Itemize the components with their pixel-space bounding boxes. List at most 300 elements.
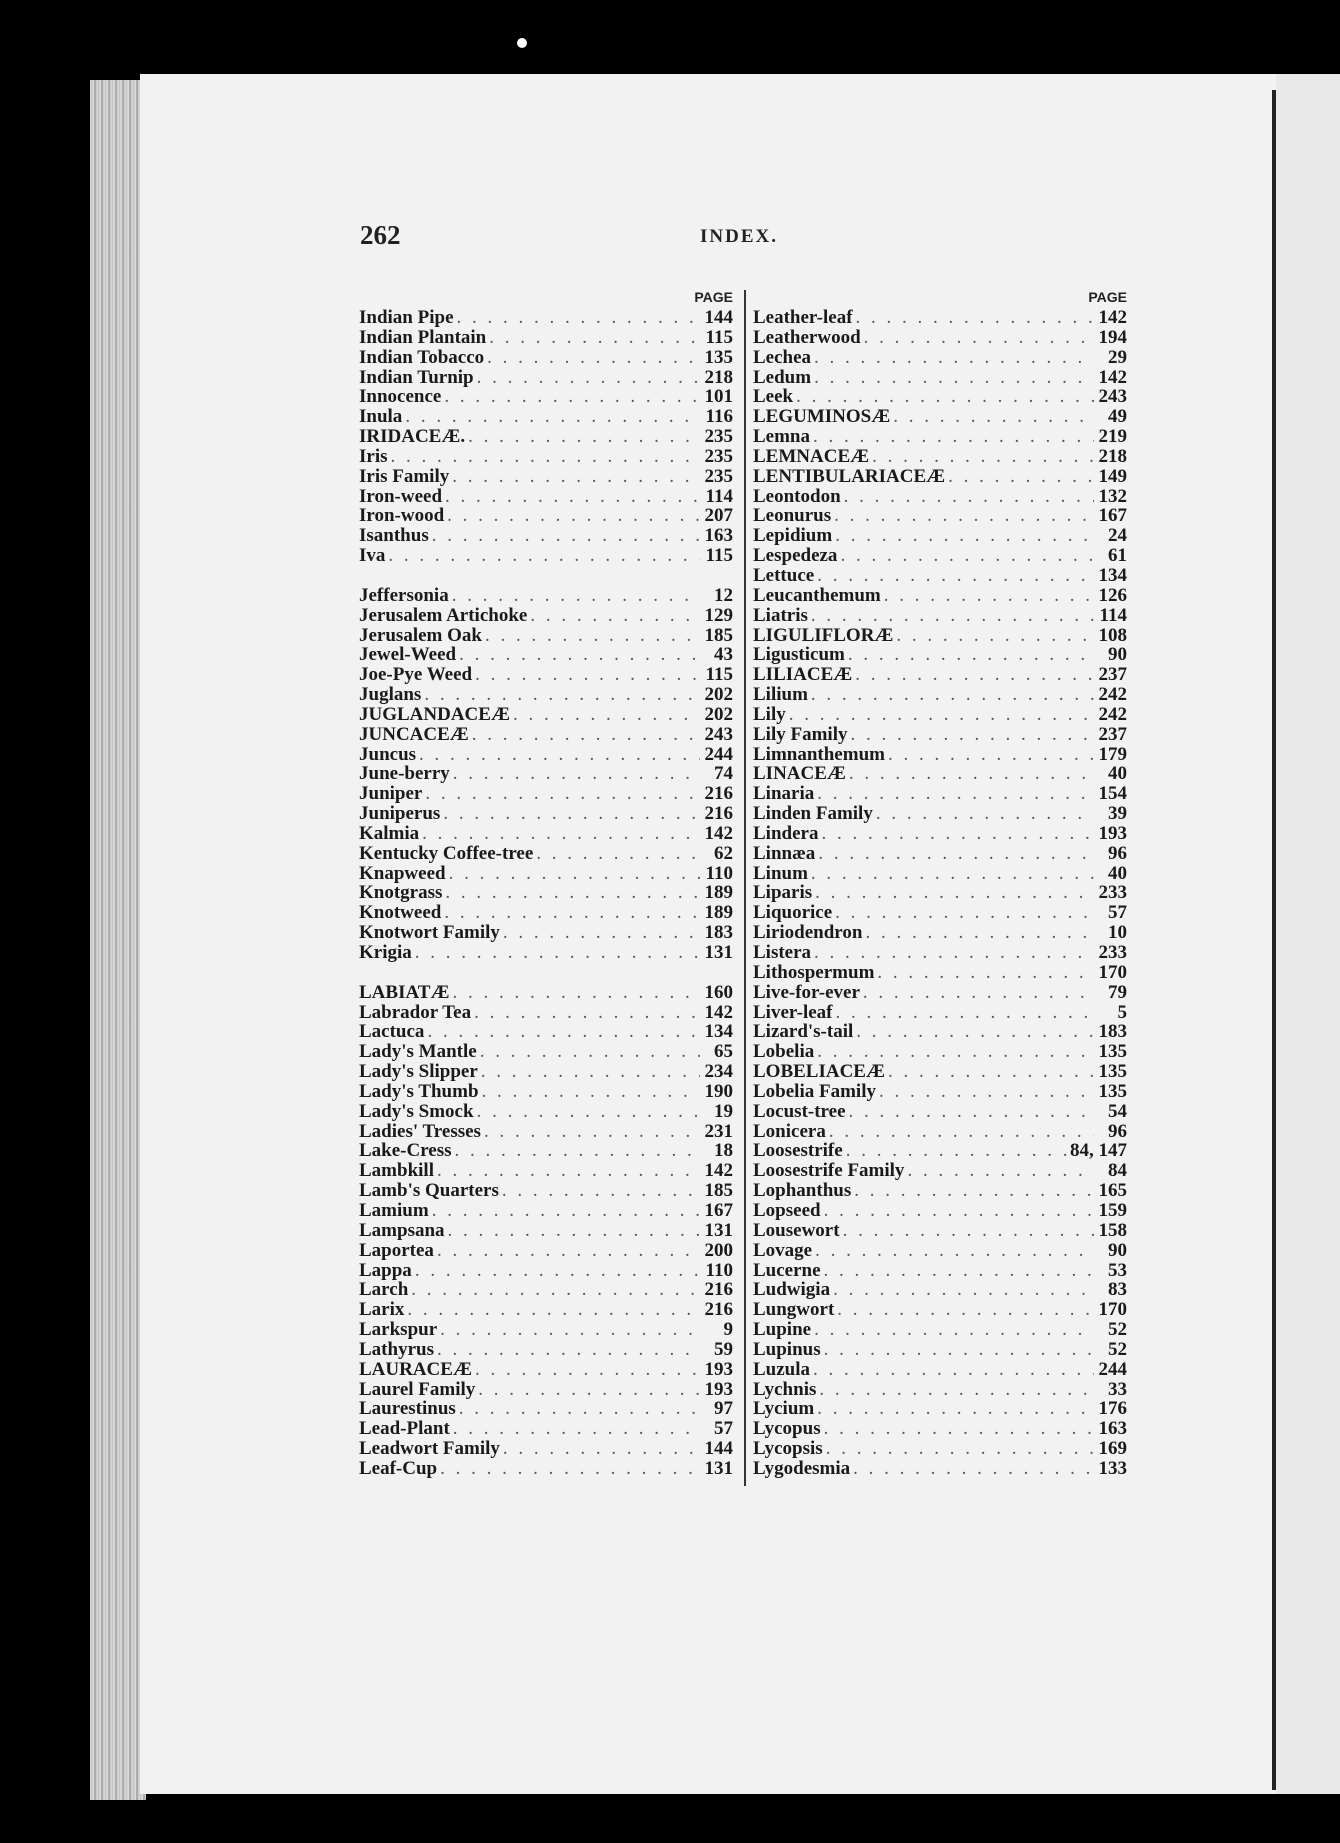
index-entry [753, 745, 1127, 765]
entry-page-number: 193 [704, 1378, 733, 1400]
entry-page-number: 33 [1108, 1378, 1127, 1400]
entry-term: Lady's Thumb [359, 1080, 479, 1102]
entry-term: Kentucky Coffee-tree [359, 842, 534, 864]
entry-page-number: 134 [704, 1021, 733, 1043]
entry-term: Liatris [753, 604, 808, 626]
entry-term: Lonicera [753, 1120, 826, 1142]
index-entry [359, 784, 733, 804]
dot-leader [485, 626, 700, 646]
dot-leader [907, 1161, 1094, 1181]
entry-term: Leather-leaf [753, 307, 853, 328]
dot-leader [440, 1320, 700, 1340]
index-entries-left [359, 308, 733, 1479]
entry-page-number: 135 [1098, 1061, 1127, 1083]
entry-term: Lousewort [753, 1219, 840, 1241]
dot-leader [444, 387, 700, 407]
entry-page-number: 90 [1108, 644, 1127, 666]
entry-page-number: 202 [704, 684, 733, 706]
index-entry [753, 844, 1127, 864]
index-entry [753, 1122, 1127, 1142]
entry-page-number: 115 [705, 545, 733, 567]
entry-term: Indian Plantain [359, 326, 487, 348]
dot-leader [888, 1062, 1094, 1082]
entry-term: Linum [753, 862, 808, 884]
index-entry [359, 1261, 733, 1281]
dot-leader [415, 943, 700, 963]
dot-leader [405, 407, 700, 427]
entry-term: Liquorice [753, 902, 833, 924]
dot-leader [447, 506, 700, 526]
entry-page-number: 160 [704, 981, 733, 1003]
entry-term: Larix [359, 1299, 405, 1321]
index-entry [753, 546, 1127, 566]
entry-page-number: 235 [704, 426, 733, 448]
entry-term: Locust-tree [753, 1100, 846, 1122]
index-entry [753, 1360, 1127, 1380]
dot-leader [856, 308, 1094, 328]
index-entry [359, 1340, 733, 1360]
entry-page-number: 57 [1108, 902, 1127, 924]
index-entry [359, 1042, 733, 1062]
entry-page-number: 193 [704, 1358, 733, 1380]
index-entry [359, 824, 733, 844]
entry-page-number: 129 [704, 604, 733, 626]
dot-leader [503, 923, 700, 943]
dot-leader [437, 1161, 700, 1181]
index-entry [359, 645, 733, 665]
entry-page-number: 9 [723, 1319, 733, 1341]
entry-page-number: 12 [714, 584, 733, 606]
entry-page-number: 237 [1098, 664, 1127, 686]
entry-page-number: 193 [1098, 822, 1127, 844]
entry-term: Jerusalem Artichoke [359, 604, 528, 626]
dot-leader [419, 745, 700, 765]
dot-leader [884, 586, 1094, 606]
dot-leader [449, 864, 700, 884]
column-header-page: PAGE [694, 289, 733, 305]
entry-page-number: 183 [704, 922, 733, 944]
entry-page-number: 170 [1098, 961, 1127, 983]
entry-page-number: 101 [704, 386, 733, 408]
index-entry [359, 407, 733, 427]
entry-page-number: 135 [1098, 1041, 1127, 1063]
entry-term: Lupinus [753, 1338, 821, 1360]
index-entry [753, 645, 1127, 665]
dot-leader [422, 824, 700, 844]
index-entry [753, 1320, 1127, 1340]
index-entry [753, 1419, 1127, 1439]
index-entry [359, 308, 733, 328]
entry-term: Lovage [753, 1239, 813, 1261]
index-entry [359, 705, 733, 725]
dot-leader [477, 1102, 700, 1122]
entry-page-number: 49 [1108, 406, 1127, 428]
entry-term: Indian Tobacco [359, 346, 485, 368]
index-entry [359, 328, 733, 348]
dot-leader [391, 447, 701, 467]
index-entry [753, 963, 1127, 983]
scan-border-bottom [0, 1800, 1340, 1843]
dot-leader [811, 606, 1094, 626]
entry-term: Knotwort Family [359, 922, 500, 944]
index-entry [753, 725, 1127, 745]
dot-leader [948, 467, 1094, 487]
entry-term: Lycopus [753, 1418, 821, 1440]
dot-leader [796, 387, 1094, 407]
entry-page-number: 114 [1099, 604, 1127, 626]
dot-leader [876, 804, 1094, 824]
entry-term: Lizard's-tail [753, 1021, 854, 1043]
dot-leader [477, 368, 700, 388]
entry-term: Lucerne [753, 1259, 821, 1281]
dot-leader [452, 586, 700, 606]
gutter-line [1272, 90, 1276, 1790]
index-entry [753, 685, 1127, 705]
index-entry [359, 1320, 733, 1340]
entry-term: Jewel-Weed [359, 644, 457, 666]
index-entry [753, 626, 1127, 646]
entry-page-number: 62 [714, 842, 733, 864]
entry-page-number: 142 [1098, 366, 1127, 388]
entry-page-number: 216 [704, 1279, 733, 1301]
entry-page-number: 218 [1098, 445, 1127, 467]
dot-leader [833, 1280, 1094, 1300]
entry-term: Knotgrass [359, 882, 443, 904]
entry-page-number: 24 [1108, 525, 1127, 547]
entry-term: Iris [359, 445, 388, 467]
index-entry [753, 407, 1127, 427]
index-entry [753, 903, 1127, 923]
dot-leader [815, 1241, 1094, 1261]
entry-page-number: 39 [1108, 803, 1127, 825]
index-entry [753, 368, 1127, 388]
index-entry [359, 1360, 733, 1380]
dot-leader [455, 1141, 700, 1161]
entry-term: Kalmia [359, 822, 420, 844]
index-entry [359, 1102, 733, 1122]
entry-term: Juniper [359, 783, 423, 805]
entry-term: Lycium [753, 1398, 815, 1420]
entry-page-number: 52 [1108, 1338, 1127, 1360]
entry-page-number: 144 [704, 307, 733, 328]
entry-page-number: 57 [714, 1418, 733, 1440]
index-entry [359, 546, 733, 566]
index-entry [753, 1280, 1127, 1300]
entry-page-number: 53 [1108, 1259, 1127, 1281]
entry-term: LOBELIACEÆ [753, 1061, 885, 1083]
index-entry [753, 1201, 1127, 1221]
index-entry [359, 348, 733, 368]
dot-leader [824, 1419, 1094, 1439]
entry-page-number: 207 [704, 505, 733, 527]
entry-term: LEMNACEÆ [753, 445, 870, 467]
index-entry [753, 1022, 1127, 1042]
index-entry [359, 447, 733, 467]
entry-term: Loosestrife [753, 1140, 843, 1162]
entry-page-number: 159 [1098, 1199, 1127, 1221]
index-entry [359, 1161, 733, 1181]
index-entry [753, 883, 1127, 903]
entry-page-number: 243 [704, 723, 733, 745]
entry-page-number: 96 [1108, 1120, 1127, 1142]
entry-term: Lamium [359, 1199, 429, 1221]
entry-term: Larkspur [359, 1319, 438, 1341]
index-entry [359, 1181, 733, 1201]
entry-term: Leatherwood [753, 326, 861, 348]
entry-term: Lactuca [359, 1021, 425, 1043]
entry-term: Lepidium [753, 525, 833, 547]
entry-term: Juglans [359, 684, 422, 706]
entry-term: Knapweed [359, 862, 446, 884]
dot-leader [475, 1360, 700, 1380]
entry-page-number: 59 [714, 1338, 733, 1360]
entry-page-number: 5 [1117, 1001, 1127, 1023]
entry-term: LABIATÆ [359, 981, 450, 1003]
dot-leader [848, 645, 1094, 665]
entry-page-number: 133 [1098, 1457, 1127, 1479]
index-entry [753, 586, 1127, 606]
entry-term: Lophanthus [753, 1180, 852, 1202]
index-entry [359, 1280, 733, 1300]
index-entry [359, 1141, 733, 1161]
dot-leader [475, 665, 700, 685]
entry-term: Lygodesmia [753, 1457, 851, 1479]
dot-leader [440, 1459, 700, 1479]
entry-page-number: 52 [1108, 1319, 1127, 1341]
dot-leader [813, 1360, 1094, 1380]
index-entry [753, 1380, 1127, 1400]
entry-page-number: 244 [1098, 1358, 1127, 1380]
index-entry [753, 764, 1127, 784]
dot-leader [843, 1221, 1094, 1241]
entry-term: Leontodon [753, 485, 841, 507]
entry-page-number: 135 [704, 346, 733, 368]
entry-page-number: 83 [1108, 1279, 1127, 1301]
dot-leader [844, 487, 1094, 507]
index-entry [359, 745, 733, 765]
entry-page-number: 142 [704, 1001, 733, 1023]
entry-page-number: 97 [714, 1398, 733, 1420]
index-entry [359, 665, 733, 685]
entry-page-number: 79 [1108, 981, 1127, 1003]
dot-leader [536, 844, 700, 864]
entry-page-number: 216 [704, 1299, 733, 1321]
dot-leader [888, 745, 1094, 765]
book-page [140, 74, 1340, 1794]
dot-leader [489, 328, 700, 348]
index-entry [753, 1141, 1127, 1161]
entry-term: Leucanthemum [753, 584, 881, 606]
entry-page-number: 218 [704, 366, 733, 388]
dot-leader [835, 526, 1094, 546]
entry-page-number: 242 [1098, 684, 1127, 706]
dot-leader [814, 943, 1094, 963]
index-entry [359, 1399, 733, 1419]
entry-term: Lady's Slipper [359, 1061, 478, 1083]
entry-term: Lady's Smock [359, 1100, 474, 1122]
index-column-left [359, 286, 733, 1479]
dot-leader [472, 725, 700, 745]
entry-page-number: 163 [1098, 1418, 1127, 1440]
entry-term: Leadwort Family [359, 1438, 500, 1460]
entry-term: Linden Family [753, 803, 873, 825]
index-entry [753, 1181, 1127, 1201]
index-entry [359, 487, 733, 507]
dot-leader [837, 1300, 1094, 1320]
index-entry [359, 506, 733, 526]
entry-term: Linaria [753, 783, 815, 805]
index-entry [359, 1439, 733, 1459]
entry-page-number: 149 [1098, 465, 1127, 487]
dot-leader [432, 526, 700, 546]
index-entry [359, 1201, 733, 1221]
entry-page-number: 142 [704, 1160, 733, 1182]
index-entry [359, 923, 733, 943]
index-entry [359, 1380, 733, 1400]
index-entry [753, 1459, 1127, 1479]
index-entry [753, 1042, 1127, 1062]
index-entry [359, 1062, 733, 1082]
entry-page-number: 185 [704, 1180, 733, 1202]
index-entry [753, 328, 1127, 348]
entry-term: Inula [359, 406, 403, 428]
index-entry [359, 1419, 733, 1439]
index-entry [753, 1340, 1127, 1360]
dot-leader [865, 923, 1094, 943]
dot-leader [432, 1201, 700, 1221]
dot-leader [480, 1042, 700, 1062]
entry-page-number: 243 [1098, 386, 1127, 408]
entry-term: Leaf-Cup [359, 1457, 438, 1479]
dot-leader [834, 506, 1094, 526]
dot-leader [849, 764, 1094, 784]
index-entry [359, 1122, 733, 1142]
dot-leader [457, 308, 700, 328]
entry-term: Luzula [753, 1358, 811, 1380]
entry-page-number: 170 [1098, 1299, 1127, 1321]
index-entry [359, 368, 733, 388]
entry-page-number: 84 [1108, 1160, 1127, 1182]
entry-term: Iris Family [359, 465, 450, 487]
entry-page-number: 131 [704, 1219, 733, 1241]
facing-page-edge [1276, 74, 1340, 1794]
dot-leader [826, 1439, 1094, 1459]
dot-leader [856, 1022, 1094, 1042]
dot-leader [829, 1122, 1094, 1142]
dot-leader [444, 903, 700, 923]
dot-leader [453, 1419, 700, 1439]
index-entry [753, 487, 1127, 507]
index-entry [359, 943, 733, 963]
entry-page-number: 131 [704, 1457, 733, 1479]
entry-term: Lobelia [753, 1041, 815, 1063]
entry-term: Larch [359, 1279, 409, 1301]
entry-term: Lopseed [753, 1199, 821, 1221]
index-entry [753, 1399, 1127, 1419]
entry-page-number: 142 [1098, 307, 1127, 328]
entry-term: IRIDACEÆ. [359, 426, 466, 448]
dot-leader [474, 1003, 700, 1023]
entry-page-number: 61 [1108, 545, 1127, 567]
dot-leader [811, 685, 1094, 705]
entry-term: Ledum [753, 366, 812, 388]
entry-page-number: 110 [705, 1259, 733, 1281]
dot-leader [484, 1122, 700, 1142]
dot-leader [452, 467, 700, 487]
entry-term: Jerusalem Oak [359, 624, 482, 646]
index-entry [359, 1459, 733, 1479]
running-head: INDEX. [700, 226, 778, 247]
dot-leader [824, 1340, 1094, 1360]
index-entry [359, 387, 733, 407]
index-entry [753, 665, 1127, 685]
dot-leader [411, 1280, 700, 1300]
dot-leader [503, 1439, 700, 1459]
entry-page-number: 132 [1098, 485, 1127, 507]
entry-page-number: 144 [704, 1438, 733, 1460]
entry-page-number: 158 [1098, 1219, 1127, 1241]
entry-page-number: 134 [1098, 564, 1127, 586]
entry-term: Liver-leaf [753, 1001, 833, 1023]
entry-page-number: 10 [1108, 922, 1127, 944]
dot-leader [864, 328, 1094, 348]
entry-term: LILIACEÆ [753, 664, 853, 686]
index-entry [753, 308, 1127, 328]
index-entry [359, 626, 733, 646]
entry-term: Innocence [359, 386, 442, 408]
entry-page-number: 114 [705, 485, 733, 507]
index-entry [359, 883, 733, 903]
entry-term: Indian Pipe [359, 307, 454, 328]
entry-page-number: 179 [1098, 743, 1127, 765]
dot-leader [840, 546, 1094, 566]
entry-term: Juncus [359, 743, 417, 765]
dot-leader [819, 1380, 1094, 1400]
entry-term: Lindera [753, 822, 819, 844]
entry-page-number: 108 [1098, 624, 1127, 646]
index-entry [359, 427, 733, 447]
dot-leader [481, 1062, 700, 1082]
entry-term: Lychnis [753, 1378, 817, 1400]
index-entry [753, 1003, 1127, 1023]
entry-page-number: 189 [704, 882, 733, 904]
dot-leader [468, 427, 700, 447]
entry-page-number: 96 [1108, 842, 1127, 864]
entry-term: LAURACEÆ [359, 1358, 472, 1380]
entry-page-number: 165 [1098, 1180, 1127, 1202]
entry-page-number: 231 [704, 1120, 733, 1142]
dot-leader [893, 407, 1094, 427]
entry-page-number: 233 [1098, 882, 1127, 904]
index-entry [753, 1221, 1127, 1241]
entry-term: Lobelia Family [753, 1080, 876, 1102]
index-entry [753, 784, 1127, 804]
entry-term: Limnanthemum [753, 743, 885, 765]
entry-term: Listera [753, 942, 812, 963]
index-entry [753, 1439, 1127, 1459]
entry-term: Lilium [753, 684, 808, 706]
entry-term: JUNCACEÆ [359, 723, 469, 745]
entry-page-number: 169 [1098, 1438, 1127, 1460]
index-entry [753, 1161, 1127, 1181]
entry-term: Ludwigia [753, 1279, 831, 1301]
entry-page-number: 115 [705, 326, 733, 348]
index-entry [359, 586, 733, 606]
entry-term: Lampsana [359, 1219, 445, 1241]
index-entry [359, 1082, 733, 1102]
index-entry [753, 705, 1127, 725]
index-entry [753, 804, 1127, 824]
